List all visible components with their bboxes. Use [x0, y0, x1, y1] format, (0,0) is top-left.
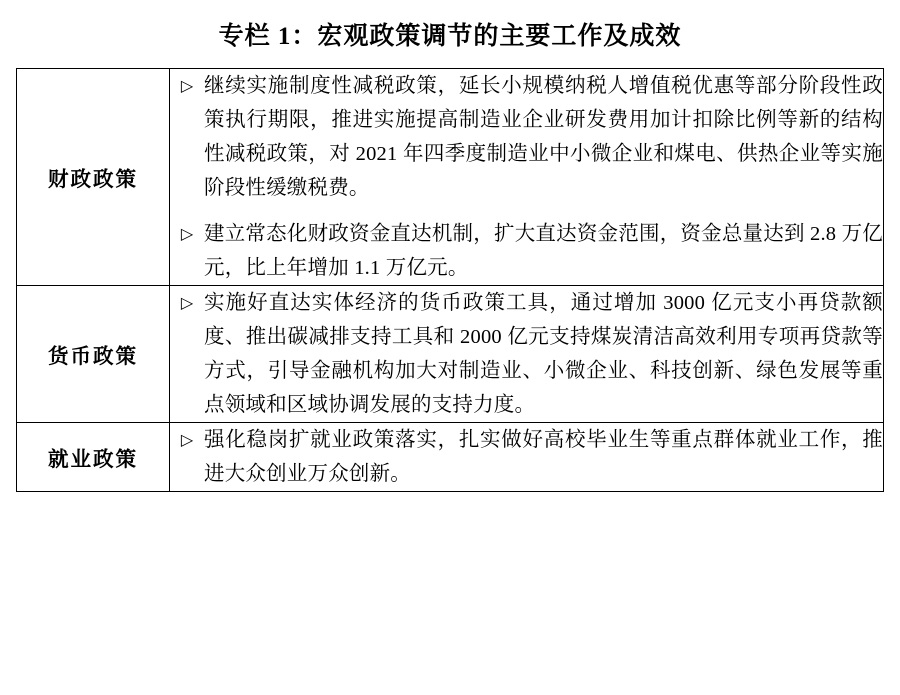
triangle-bullet-icon: ▷	[180, 293, 194, 312]
items-cell	[170, 69, 884, 286]
policy-table	[16, 68, 884, 492]
list-item	[170, 423, 883, 491]
list-item	[170, 286, 883, 422]
table-row	[17, 286, 884, 423]
items-cell	[170, 423, 884, 492]
table-row	[17, 423, 884, 492]
triangle-bullet-icon: ▷	[180, 224, 194, 243]
category-cell: 货币政策	[17, 286, 170, 423]
list-item	[170, 217, 883, 285]
triangle-bullet-icon: ▷	[180, 76, 194, 95]
list-item-text: 建立常态化财政资金直达机制，扩大直达资金范围，资金总量达到 2.8 万亿元，比上年增加 1.1 万亿元。	[204, 223, 883, 279]
list-item-text: 强化稳岗扩就业政策落实，扎实做好高校毕业生等重点群体就业工作，推进大众创业万众创新。	[204, 429, 883, 485]
list-item-text: 实施好直达实体经济的货币政策工具，通过增加 3000 亿元支小再贷款额度、推出碳减排支持工具和 2000 亿元支持煤炭清洁高效利用专项再贷款等方式，引导金融机构加大对制造业、小微企业、科技创新、绿色发展等重点领域和区域协调发展的支持力度。	[204, 292, 883, 416]
category-cell: 财政政策	[17, 69, 170, 286]
category-cell: 就业政策	[17, 423, 170, 492]
items-cell	[170, 286, 884, 423]
table-row	[17, 69, 884, 286]
page-title: 专栏 1：宏观政策调节的主要工作及成效	[218, 23, 682, 50]
triangle-bullet-icon: ▷	[180, 430, 194, 449]
list-item-text: 继续实施制度性减税政策，延长小规模纳税人增值税优惠等部分阶段性政策执行期限，推进实施提高制造业企业研发费用加计扣除比例等新的结构性减税政策，对 2021 年四季度制造业中小微企业和煤电、供热企业等实施阶段性缓缴税费。	[204, 75, 883, 199]
list-item	[170, 69, 883, 205]
